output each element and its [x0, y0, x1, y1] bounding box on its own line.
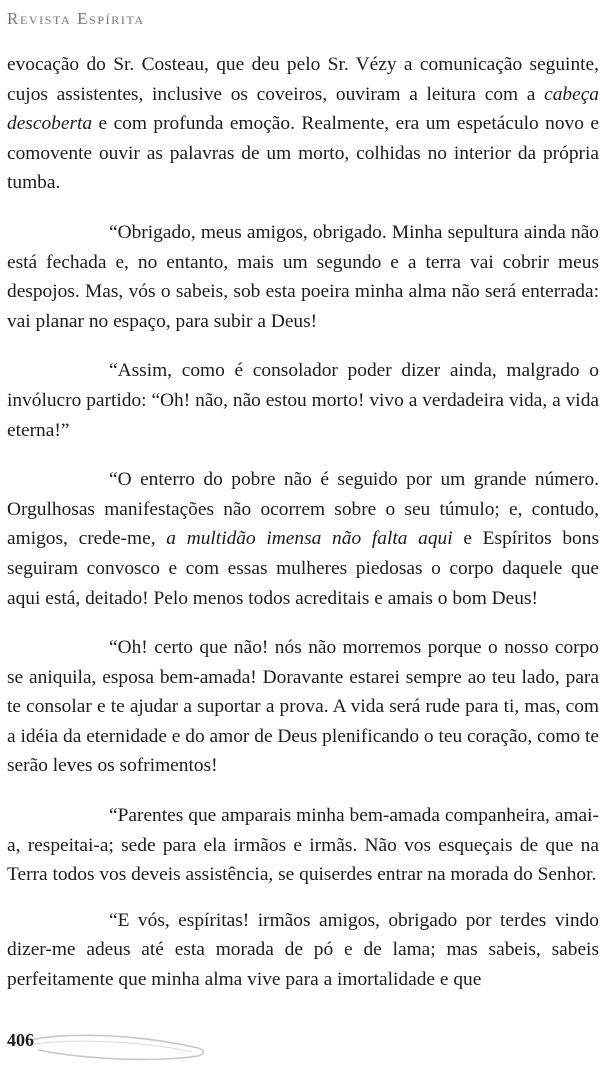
paragraph-message-5: “Parentes que amparais minha bem-amada companheira, amai-a, respeitai-a; sede para ela irmãos e irmãs. Não vos esqueçais de que na Terra todos vos deveis assistência, se quiserdes entrar na morada do Senhor.	[7, 805, 599, 886]
body-text	[7, 50, 599, 995]
paragraph-message-3-text-end: e Espíritos bons seguiram convosco e com essas mulheres piedosas o corpo daquele que aqui está, deitado! Pelo menos todos acreditais e amais o bom Deus!	[7, 528, 599, 609]
page-number: 406	[7, 1030, 34, 1050]
paragraph-message-1: “Obrigado, meus amigos, obrigado. Minha sepultura ainda não está fechada e, no entanto, mais um segundo e a terra vai cobrir meus despojos. Mas, vós o sabeis, sob esta poeira minha alma não será enterrada: vai planar no espaço, para subir a Deus!	[7, 221, 599, 332]
page-number-swoosh-ornament	[28, 1026, 208, 1066]
paragraph-message-3	[7, 465, 599, 613]
paragraph-intro-text-end: e com profunda emoção. Realmente, era um espetáculo novo e comovente ouvir as palavras de um morto, colhidas no interior da própria tumba.	[7, 113, 599, 194]
paragraph-intro-text-start: evocação do Sr. Costeau, que deu pelo Sr. Vézy a comunicação seguinte, cujos assistentes, inclusive os coveiros, ouviram a leitura com a	[7, 54, 599, 105]
paragraph-message-3-emphasis: a multidão imensa não falta aqui	[166, 528, 453, 550]
paragraph-message-4: “Oh! certo que não! nós não morremos porque o nosso corpo se aniquila, esposa bem-amada! Doravante estarei sempre ao teu lado, para te consolar e te ajudar a suportar a prova. A vida será rude para ti, mas, com a idéia da eternidade e do amor de Deus plenificando o teu coração, como te serão leves os sofrimentos!	[7, 637, 599, 777]
paragraph-message-2: “Assim, como é consolador poder dizer ainda, malgrado o invólucro partido: “Oh! não, não estou morto! vivo a verdadeira vida, a vida eterna!”	[7, 360, 599, 441]
paragraph-message-6: “E vós, espíritas! irmãos amigos, obrigado por terdes vindo dizer-me adeus até esta morada de pó e de lama; mas sabeis, sabeis perfeitamente que minha alma vive para a imortalidade e que	[7, 909, 599, 991]
paragraph-intro	[7, 50, 599, 198]
running-head-title: Revista Espírita	[7, 9, 145, 28]
paragraph-message-3-text-start: “O enterro do pobre não é seguido por um grande número. Orgulhosas manifestações não ocorrem sobre o seu túmulo; e, contudo, amigos, crede-me,	[7, 469, 599, 550]
paragraph-intro-emphasis: cabeça descoberta	[7, 83, 599, 135]
